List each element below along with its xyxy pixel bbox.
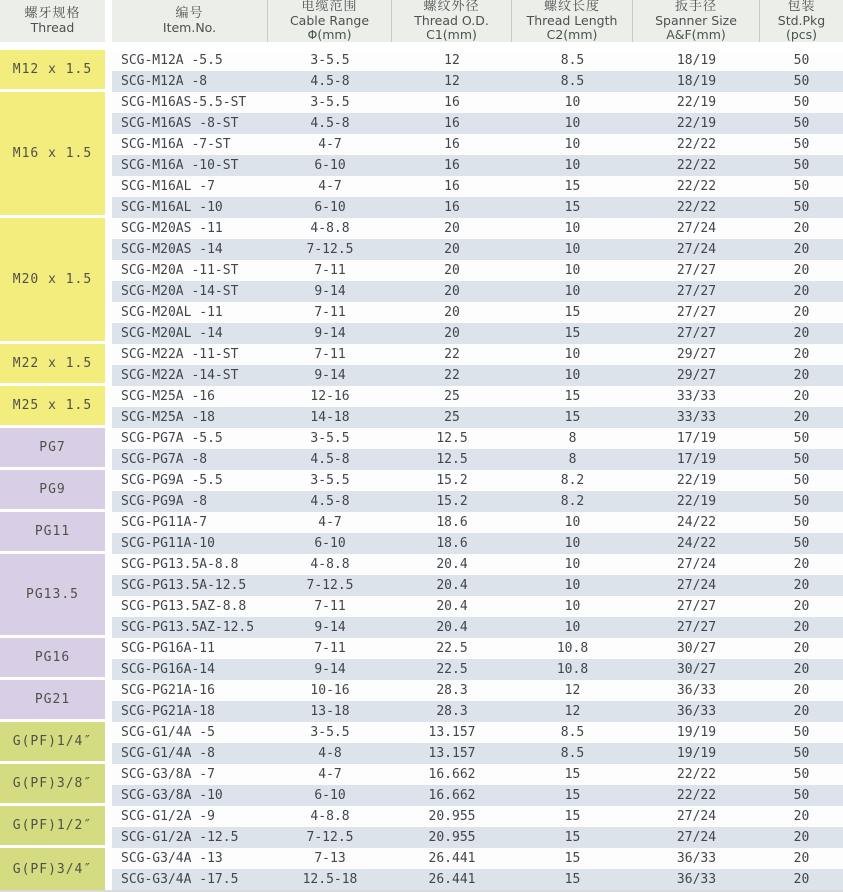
thread-od-cell: 20 <box>392 218 512 239</box>
std-pkg-cell: 20 <box>760 281 843 302</box>
thread-length-cell: 8 <box>512 428 633 449</box>
item-no-cell: SCG-M20A -14-ST <box>112 281 268 302</box>
item-no-cell: SCG-G3/8A -10 <box>112 785 268 806</box>
thread-od-cell: 26.441 <box>392 848 512 869</box>
item-no-cell: SCG-G3/4A -13 <box>112 848 268 869</box>
item-no-cell: SCG-G3/4A -17.5 <box>112 869 268 890</box>
thread-group-cell: PG13.5 <box>0 554 105 638</box>
spanner-size-cell: 18/19 <box>633 50 760 71</box>
thread-od-cell: 20.955 <box>392 827 512 848</box>
std-pkg-cell: 20 <box>760 827 843 848</box>
thread-od-cell: 25 <box>392 386 512 407</box>
thread-group-cell: PG9 <box>0 470 105 512</box>
thread-length-cell: 12 <box>512 701 633 722</box>
thread-od-cell: 12.5 <box>392 449 512 470</box>
cable-range-cell: 9-14 <box>268 323 392 344</box>
thread-length-cell: 10 <box>512 554 633 575</box>
column-header-thread-od-en: Thread O.D. <box>414 13 489 28</box>
thread-od-cell: 15.2 <box>392 470 512 491</box>
spanner-size-cell: 22/22 <box>633 785 760 806</box>
thread-length-cell: 15 <box>512 386 633 407</box>
thread-group-cell: M22 x 1.5 <box>0 344 105 386</box>
cable-range-cell: 7-11 <box>268 260 392 281</box>
std-pkg-cell: 20 <box>760 596 843 617</box>
std-pkg-cell: 20 <box>760 302 843 323</box>
cable-range-cell: 4-7 <box>268 512 392 533</box>
thread-od-cell: 20 <box>392 260 512 281</box>
item-no-cell: SCG-M16AS -8-ST <box>112 113 268 134</box>
std-pkg-cell: 20 <box>760 218 843 239</box>
cable-range-cell: 7-11 <box>268 638 392 659</box>
std-pkg-cell: 50 <box>760 512 843 533</box>
spanner-size-cell: 22/22 <box>633 134 760 155</box>
thread-length-cell: 10 <box>512 596 633 617</box>
spanner-size-cell: 22/22 <box>633 155 760 176</box>
thread-length-cell: 10 <box>512 365 633 386</box>
item-no-cell: SCG-PG13.5AZ-12.5 <box>112 617 268 638</box>
spanner-size-cell: 36/33 <box>633 848 760 869</box>
spanner-size-cell: 22/19 <box>633 470 760 491</box>
item-no-cell: SCG-G1/4A -8 <box>112 743 268 764</box>
std-pkg-cell: 20 <box>760 344 843 365</box>
column-header-std-pkg-zh: 包装 <box>787 0 816 14</box>
spanner-size-cell: 19/19 <box>633 722 760 743</box>
spanner-size-cell: 27/27 <box>633 596 760 617</box>
thread-od-cell: 18.6 <box>392 533 512 554</box>
spanner-size-cell: 27/27 <box>633 281 760 302</box>
cable-range-cell: 9-14 <box>268 659 392 680</box>
std-pkg-cell: 50 <box>760 176 843 197</box>
thread-od-cell: 22.5 <box>392 659 512 680</box>
std-pkg-cell: 20 <box>760 638 843 659</box>
column-header-cable-range <box>268 0 392 42</box>
spanner-size-cell: 24/22 <box>633 533 760 554</box>
column-header-thread-length <box>512 0 633 42</box>
cable-range-cell: 4.5-8 <box>268 71 392 92</box>
thread-group-cell: PG11 <box>0 512 105 554</box>
std-pkg-cell: 50 <box>760 449 843 470</box>
spanner-size-cell: 22/22 <box>633 197 760 218</box>
thread-od-cell: 20 <box>392 281 512 302</box>
thread-length-cell: 12 <box>512 680 633 701</box>
spanner-size-cell: 29/27 <box>633 344 760 365</box>
column-header-std-pkg-sub: (pcs) <box>785 27 818 42</box>
spanner-size-cell: 27/24 <box>633 218 760 239</box>
cable-range-cell: 3-5.5 <box>268 92 392 113</box>
std-pkg-cell: 50 <box>760 743 843 764</box>
thread-length-cell: 15 <box>512 302 633 323</box>
std-pkg-cell: 20 <box>760 869 843 890</box>
column-header-item-no-zh: 编号 <box>175 6 204 21</box>
column-header-thread-od <box>392 0 512 42</box>
column-header-thread-length-en: Thread Length <box>526 13 618 28</box>
std-pkg-cell: 50 <box>760 197 843 218</box>
thread-length-cell: 8.5 <box>512 71 633 92</box>
item-no-cell: SCG-G1/4A -5 <box>112 722 268 743</box>
cable-range-cell: 4-8 <box>268 743 392 764</box>
cable-range-cell: 3-5.5 <box>268 722 392 743</box>
cable-range-cell: 7-12.5 <box>268 827 392 848</box>
spanner-size-cell: 27/27 <box>633 617 760 638</box>
thread-length-cell: 15 <box>512 176 633 197</box>
column-header-item-no-en: Item.No. <box>162 20 217 35</box>
item-no-cell: SCG-PG13.5A-8.8 <box>112 554 268 575</box>
thread-od-cell: 25 <box>392 407 512 428</box>
std-pkg-cell: 20 <box>760 260 843 281</box>
thread-od-cell: 28.3 <box>392 701 512 722</box>
std-pkg-cell: 20 <box>760 575 843 596</box>
thread-length-cell: 10 <box>512 155 633 176</box>
std-pkg-cell: 50 <box>760 533 843 554</box>
std-pkg-cell: 50 <box>760 428 843 449</box>
cable-range-cell: 9-14 <box>268 281 392 302</box>
item-no-cell: SCG-PG21A-16 <box>112 680 268 701</box>
spanner-size-cell: 36/33 <box>633 869 760 890</box>
item-no-cell: SCG-PG9A -5.5 <box>112 470 268 491</box>
cable-range-cell: 4-7 <box>268 134 392 155</box>
thread-od-cell: 16 <box>392 92 512 113</box>
spanner-size-cell: 36/33 <box>633 701 760 722</box>
column-header-thread <box>0 0 105 42</box>
spanner-size-cell: 27/27 <box>633 323 760 344</box>
cable-range-cell: 4-8.8 <box>268 218 392 239</box>
thread-length-cell: 8.2 <box>512 491 633 512</box>
spanner-size-cell: 27/24 <box>633 827 760 848</box>
std-pkg-cell: 50 <box>760 113 843 134</box>
std-pkg-cell: 20 <box>760 680 843 701</box>
thread-length-cell: 10 <box>512 617 633 638</box>
column-header-thread-en: Thread <box>30 20 75 35</box>
item-no-cell: SCG-PG7A -5.5 <box>112 428 268 449</box>
column-header-thread-length-sub: C2(mm) <box>546 27 598 42</box>
thread-length-cell: 10 <box>512 512 633 533</box>
spanner-size-cell: 24/22 <box>633 512 760 533</box>
spanner-size-cell: 22/19 <box>633 491 760 512</box>
thread-od-cell: 22.5 <box>392 638 512 659</box>
thread-length-cell: 10 <box>512 92 633 113</box>
thread-group-cell: G(PF)3/4″ <box>0 848 105 890</box>
thread-length-cell: 15 <box>512 323 633 344</box>
spanner-size-cell: 30/27 <box>633 638 760 659</box>
std-pkg-cell: 50 <box>760 50 843 71</box>
thread-od-cell: 16 <box>392 134 512 155</box>
thread-length-cell: 8.5 <box>512 743 633 764</box>
thread-length-cell: 10 <box>512 575 633 596</box>
thread-od-cell: 20.4 <box>392 575 512 596</box>
item-no-cell: SCG-M16AS-5.5-ST <box>112 92 268 113</box>
item-no-cell: SCG-G3/8A -7 <box>112 764 268 785</box>
spanner-size-cell: 17/19 <box>633 449 760 470</box>
item-no-cell: SCG-M20AL -11 <box>112 302 268 323</box>
spanner-size-cell: 22/19 <box>633 92 760 113</box>
thread-length-cell: 15 <box>512 848 633 869</box>
std-pkg-cell: 50 <box>760 155 843 176</box>
cable-range-cell: 4.5-8 <box>268 491 392 512</box>
spanner-size-cell: 27/24 <box>633 806 760 827</box>
thread-length-cell: 15 <box>512 197 633 218</box>
thread-length-cell: 15 <box>512 827 633 848</box>
spanner-size-cell: 22/19 <box>633 113 760 134</box>
cable-range-cell: 9-14 <box>268 365 392 386</box>
spanner-size-cell: 33/33 <box>633 386 760 407</box>
thread-length-cell: 8.2 <box>512 470 633 491</box>
thread-od-cell: 15.2 <box>392 491 512 512</box>
spanner-size-cell: 27/24 <box>633 239 760 260</box>
column-header-thread-length-zh: 螺纹长度 <box>543 0 600 14</box>
spanner-size-cell: 36/33 <box>633 680 760 701</box>
std-pkg-cell: 50 <box>760 491 843 512</box>
thread-od-cell: 13.157 <box>392 722 512 743</box>
item-no-cell: SCG-PG16A-14 <box>112 659 268 680</box>
thread-od-cell: 22 <box>392 365 512 386</box>
thread-length-cell: 10 <box>512 344 633 365</box>
column-header-spanner-size-sub: A&F(mm) <box>666 27 726 42</box>
item-no-cell: SCG-M20AL -14 <box>112 323 268 344</box>
spanner-size-cell: 30/27 <box>633 659 760 680</box>
std-pkg-cell: 20 <box>760 659 843 680</box>
thread-od-cell: 18.6 <box>392 512 512 533</box>
cable-range-cell: 6-10 <box>268 197 392 218</box>
thread-length-cell: 10.8 <box>512 659 633 680</box>
cable-range-cell: 4.5-8 <box>268 113 392 134</box>
item-no-cell: SCG-PG11A-7 <box>112 512 268 533</box>
thread-group-cell: PG21 <box>0 680 105 722</box>
spanner-size-cell: 19/19 <box>633 743 760 764</box>
item-no-cell: SCG-PG16A-11 <box>112 638 268 659</box>
cable-range-cell: 7-11 <box>268 302 392 323</box>
thread-group-cell: G(PF)1/2″ <box>0 806 105 848</box>
std-pkg-cell: 20 <box>760 386 843 407</box>
thread-od-cell: 20.955 <box>392 806 512 827</box>
item-no-cell: SCG-M20AS -14 <box>112 239 268 260</box>
std-pkg-cell: 50 <box>760 785 843 806</box>
std-pkg-cell: 20 <box>760 617 843 638</box>
column-header-spanner-size <box>633 0 760 42</box>
std-pkg-cell: 20 <box>760 239 843 260</box>
spanner-size-cell: 27/24 <box>633 554 760 575</box>
thread-od-cell: 20.4 <box>392 554 512 575</box>
cable-range-cell: 10-16 <box>268 680 392 701</box>
item-no-cell: SCG-M20AS -11 <box>112 218 268 239</box>
cable-range-cell: 9-14 <box>268 617 392 638</box>
thread-group-cell: G(PF)3/8″ <box>0 764 105 806</box>
cable-range-cell: 14-18 <box>268 407 392 428</box>
column-header-thread-zh: 螺牙规格 <box>24 6 81 21</box>
column-header-cable-range-sub: Φ(mm) <box>307 27 352 42</box>
item-no-cell: SCG-M25A -16 <box>112 386 268 407</box>
thread-od-cell: 16 <box>392 176 512 197</box>
std-pkg-cell: 20 <box>760 365 843 386</box>
thread-od-cell: 26.441 <box>392 869 512 890</box>
spanner-size-cell: 22/22 <box>633 764 760 785</box>
item-no-cell: SCG-M16AL -10 <box>112 197 268 218</box>
std-pkg-cell: 20 <box>760 848 843 869</box>
spanner-size-cell: 17/19 <box>633 428 760 449</box>
std-pkg-cell: 20 <box>760 701 843 722</box>
item-no-cell: SCG-PG11A-10 <box>112 533 268 554</box>
cable-range-cell: 13-18 <box>268 701 392 722</box>
column-header-item-no <box>112 0 268 42</box>
item-no-cell: SCG-G1/2A -9 <box>112 806 268 827</box>
spanner-size-cell: 18/19 <box>633 71 760 92</box>
cable-range-cell: 6-10 <box>268 533 392 554</box>
spanner-size-cell: 27/27 <box>633 302 760 323</box>
std-pkg-cell: 50 <box>760 470 843 491</box>
thread-od-cell: 12 <box>392 50 512 71</box>
cable-range-cell: 4-7 <box>268 176 392 197</box>
item-no-cell: SCG-M16A -7-ST <box>112 134 268 155</box>
std-pkg-cell: 20 <box>760 806 843 827</box>
column-header-thread-od-sub: C1(mm) <box>426 27 477 42</box>
cable-range-cell: 12-16 <box>268 386 392 407</box>
thread-od-cell: 13.157 <box>392 743 512 764</box>
thread-length-cell: 8 <box>512 449 633 470</box>
thread-od-cell: 20.4 <box>392 596 512 617</box>
std-pkg-cell: 50 <box>760 92 843 113</box>
thread-length-cell: 10 <box>512 239 633 260</box>
thread-length-cell: 15 <box>512 407 633 428</box>
thread-od-cell: 22 <box>392 344 512 365</box>
spanner-size-cell: 27/24 <box>633 575 760 596</box>
thread-length-cell: 8.5 <box>512 722 633 743</box>
spanner-size-cell: 29/27 <box>633 365 760 386</box>
std-pkg-cell: 20 <box>760 323 843 344</box>
cable-range-cell: 7-13 <box>268 848 392 869</box>
thread-length-cell: 10 <box>512 113 633 134</box>
item-no-cell: SCG-PG13.5AZ-8.8 <box>112 596 268 617</box>
spanner-size-cell: 33/33 <box>633 407 760 428</box>
spanner-size-cell: 22/22 <box>633 176 760 197</box>
thread-group-cell: PG7 <box>0 428 105 470</box>
thread-od-cell: 16 <box>392 197 512 218</box>
cable-range-cell: 4-8.8 <box>268 806 392 827</box>
column-header-spanner-size-zh: 扳手径 <box>674 0 717 14</box>
item-no-cell: SCG-M20A -11-ST <box>112 260 268 281</box>
item-no-cell: SCG-G1/2A -12.5 <box>112 827 268 848</box>
thread-length-cell: 10 <box>512 533 633 554</box>
cable-range-cell: 7-12.5 <box>268 239 392 260</box>
std-pkg-cell: 20 <box>760 407 843 428</box>
std-pkg-cell: 20 <box>760 554 843 575</box>
column-header-cable-range-en: Cable Range <box>289 13 370 28</box>
std-pkg-cell: 50 <box>760 71 843 92</box>
cable-range-cell: 6-10 <box>268 785 392 806</box>
cable-range-cell: 7-12.5 <box>268 575 392 596</box>
column-header-cable-range-zh: 电缆范围 <box>301 0 358 14</box>
thread-od-cell: 16 <box>392 155 512 176</box>
item-no-cell: SCG-M22A -14-ST <box>112 365 268 386</box>
thread-length-cell: 8.5 <box>512 50 633 71</box>
thread-length-cell: 15 <box>512 764 633 785</box>
thread-length-cell: 15 <box>512 806 633 827</box>
column-header-std-pkg <box>760 0 843 42</box>
item-no-cell: SCG-PG21A-18 <box>112 701 268 722</box>
item-no-cell: SCG-M12A -5.5 <box>112 50 268 71</box>
thread-od-cell: 16 <box>392 113 512 134</box>
cable-range-cell: 3-5.5 <box>268 428 392 449</box>
thread-group-cell: M20 x 1.5 <box>0 218 105 344</box>
cable-range-cell: 6-10 <box>268 155 392 176</box>
thread-od-cell: 20 <box>392 302 512 323</box>
thread-od-cell: 16.662 <box>392 785 512 806</box>
cable-range-cell: 7-11 <box>268 344 392 365</box>
cable-range-cell: 3-5.5 <box>268 470 392 491</box>
thread-od-cell: 20 <box>392 323 512 344</box>
thread-length-cell: 10 <box>512 281 633 302</box>
item-no-cell: SCG-PG7A -8 <box>112 449 268 470</box>
item-no-cell: SCG-PG13.5A-12.5 <box>112 575 268 596</box>
thread-od-cell: 16.662 <box>392 764 512 785</box>
std-pkg-cell: 50 <box>760 134 843 155</box>
spanner-size-cell: 27/27 <box>633 260 760 281</box>
std-pkg-cell: 50 <box>760 722 843 743</box>
cable-range-cell: 7-11 <box>268 596 392 617</box>
item-no-cell: SCG-M16AL -7 <box>112 176 268 197</box>
column-header-spanner-size-en: Spanner Size <box>655 13 737 28</box>
cable-range-cell: 4-7 <box>268 764 392 785</box>
thread-length-cell: 10.8 <box>512 638 633 659</box>
item-no-cell: SCG-M12A -8 <box>112 71 268 92</box>
thread-od-cell: 20.4 <box>392 617 512 638</box>
thread-length-cell: 10 <box>512 134 633 155</box>
thread-od-cell: 12 <box>392 71 512 92</box>
item-no-cell: SCG-M16A -10-ST <box>112 155 268 176</box>
thread-group-cell: M25 x 1.5 <box>0 386 105 428</box>
cable-range-cell: 12.5-18 <box>268 869 392 890</box>
thread-od-cell: 12.5 <box>392 428 512 449</box>
item-no-cell: SCG-M25A -18 <box>112 407 268 428</box>
thread-od-cell: 20 <box>392 239 512 260</box>
thread-group-cell: PG16 <box>0 638 105 680</box>
thread-group-cell: G(PF)1/4″ <box>0 722 105 764</box>
thread-length-cell: 10 <box>512 260 633 281</box>
thread-length-cell: 15 <box>512 869 633 890</box>
thread-group-cell: M16 x 1.5 <box>0 92 105 218</box>
thread-od-cell: 28.3 <box>392 680 512 701</box>
cable-range-cell: 4.5-8 <box>268 449 392 470</box>
column-header-std-pkg-en: Std.Pkg <box>777 13 826 28</box>
std-pkg-cell: 50 <box>760 764 843 785</box>
column-header-thread-od-zh: 螺纹外径 <box>423 0 480 14</box>
cable-range-cell: 3-5.5 <box>268 50 392 71</box>
cable-range-cell: 4-8.8 <box>268 554 392 575</box>
item-no-cell: SCG-PG9A -8 <box>112 491 268 512</box>
thread-length-cell: 15 <box>512 785 633 806</box>
thread-group-cell: M12 x 1.5 <box>0 50 105 92</box>
item-no-cell: SCG-M22A -11-ST <box>112 344 268 365</box>
thread-length-cell: 10 <box>512 218 633 239</box>
